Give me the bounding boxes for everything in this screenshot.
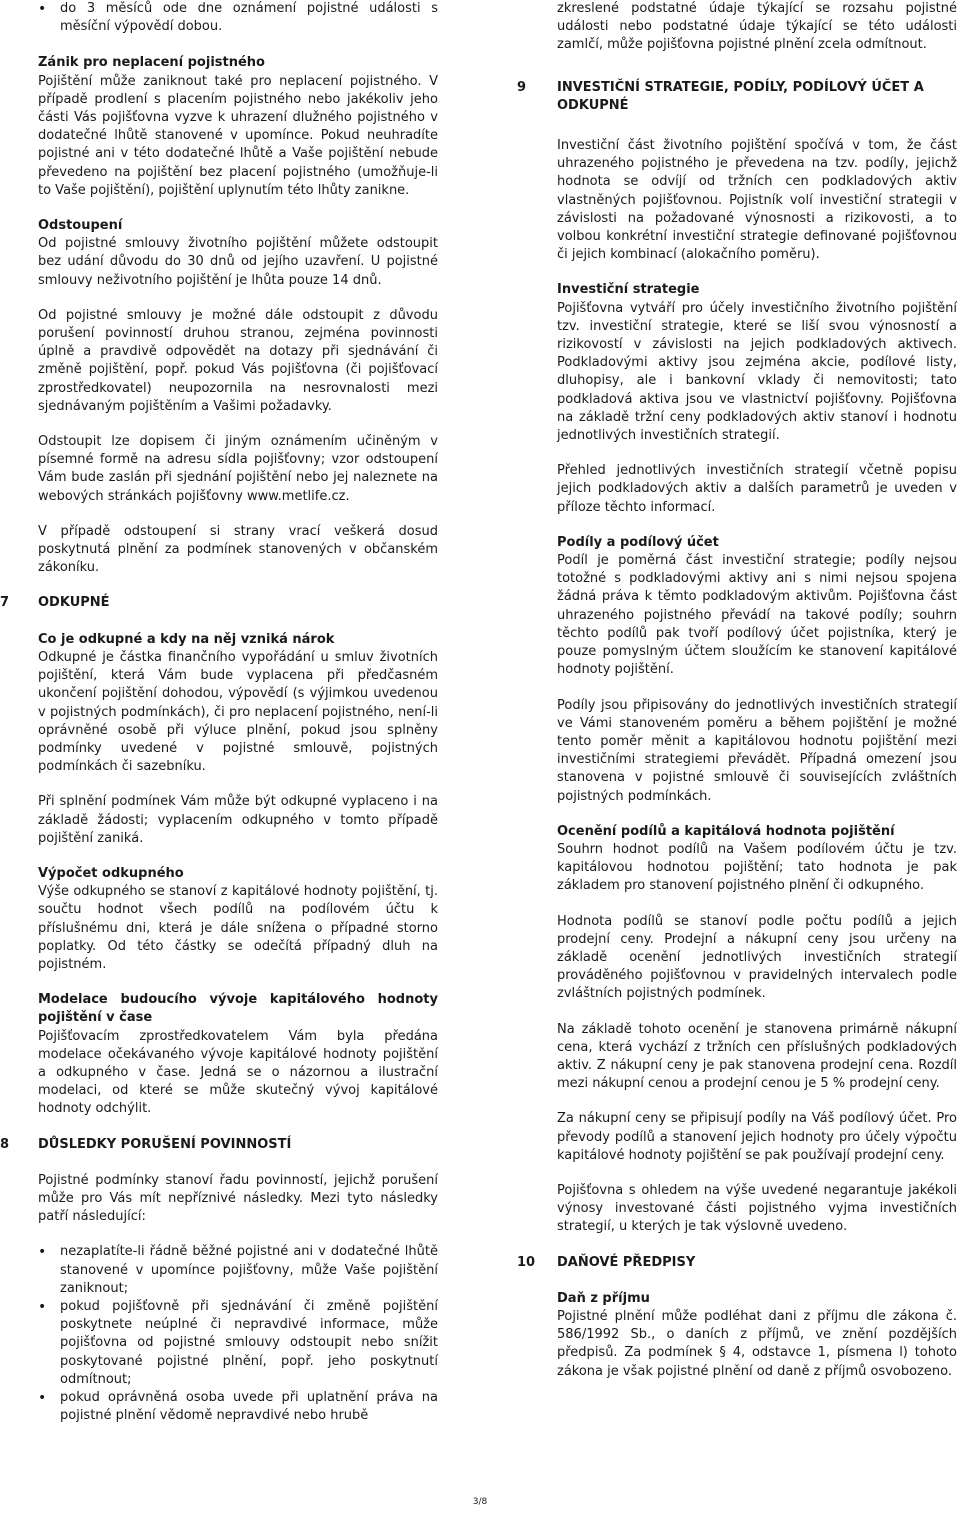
subheading: Modelace budoucího vývoje kapitálového hodnoty pojištění v čase	[38, 992, 438, 1026]
page-number: 3/8	[472, 1497, 488, 1507]
paragraph: Za nákupní ceny se připisují podíly na Váš podílový účet. Pro převody podílů a stanovení jejich hodnoty pro účely výpočtu kapitálové hodnoty pojištění se pak používají prodejní ceny.	[557, 1111, 957, 1163]
section-heading-8	[0, 1136, 438, 1154]
paragraph: Pojišťovna s ohledem na výše uvedené negarantuje jakékoli výnosy investované části pojistného vyjma investičních strategií, u kterých je tak výslovně uvedeno.	[557, 1182, 957, 1235]
section-number: 7	[0, 595, 10, 611]
right-column	[517, 0, 957, 1398]
paragraph-zanik	[38, 54, 438, 200]
section-heading-7	[0, 594, 438, 612]
section-number: 8	[0, 1136, 10, 1152]
subheading: Výpočet odkupného	[38, 865, 184, 881]
paragraph-text: Od pojistné smlouvy životního pojištění můžete odstoupit bez udání důvodu do 30 dnů od jejího uzavření. U pojistné smlouvy neživotního pojištění je lhůta pouze 14 dnů.	[38, 236, 438, 288]
paragraph: Od pojistné smlouvy je možné dále odstoupit z důvodu porušení povinností druhou stranou, zejména povinnosti úplně a pravdivě odpovědět na dotazy při sjednávání či změně pojištění, popř. pokud Vás pojišťovna (či pojišťovací zprostředkovatel) neupozornila na nesrovnalosti mezi sjednávaným pojištěním a Vašimi požadavky.	[38, 307, 438, 414]
paragraph-text: Pojišťovacím zprostředkovatelem Vám byla předána modelace očekávaného vývoje kapitálové hodnoty pojištění a odkupného v čase. Jedná se o názornou a ilustrační modelaci, od které se může skutečný vývoj kapitálové hodnoty odchýlit.	[38, 1028, 438, 1117]
paragraph	[557, 534, 957, 680]
subheading: Daň z příjmu	[557, 1290, 650, 1306]
paragraph: Investiční část životního pojištění spočívá v tom, že část uhrazeného pojistného je převedena na tzv. podíly, jejichž hodnota se odvíjí od tržních cen podkladových aktiv vlastněných pojišťovnou. Pojistník volí investiční strategii v závislosti na požadované výnosnosti a rizikovosti, a to volbou konkrétní investiční strategie definované pojišťovnou či jejich kombinací (alokačního poměru).	[557, 138, 957, 263]
section-heading-10	[517, 1254, 957, 1272]
list-item: • pokud oprávněná osoba uvede při uplatnění práva na pojistné plnění vědomě nepravdivé nebo hrubě	[38, 1389, 438, 1425]
paragraph	[38, 991, 438, 1118]
list-item: • pokud pojišťovně při sjednávání či změně pojištění poskytnete neúplné či nepravdivé informace, může pojišťovna od pojistné smlouvy odstoupit nebo snížit poskytované pojistné plnění, popř. jeho poskytnutí odmítnout;	[38, 1298, 438, 1389]
paragraph	[557, 1290, 957, 1381]
paragraph-text: Odkupné je částka finančního vypořádání u smluv životních pojištění, která Vám bude vyplacena při předčasném ukončení pojištění dohodou, výpovědí (s výjimkou uvedenou v pojistných podmínkách), či pro neplacení pojistného, není-li oprávněné osobě při výluce plnění, pokud jsou splněny podmínky uvedené v pojistné smlouvě, pojistných podmínkách či sazebníku.	[38, 649, 438, 775]
paragraph: zkreslené podstatné údaje týkající se rozsahu pojistné události nebo podstatné údaje týkající se této události zamlčí, může pojišťovna pojistné plnění zcela odmítnout.	[557, 1, 957, 53]
paragraph	[557, 823, 957, 896]
paragraph: Přehled jednotlivých investičních strategií včetně popisu jejich podkladových aktiv a dalších parametrů je uveden v příloze těchto informací.	[557, 463, 957, 515]
bullet-list-consequences	[38, 1243, 438, 1425]
paragraph-text: Podíl je poměrná část investiční strategie; podíly nejsou totožné s podkladovými aktivy ani s nimi nejsou spojena žádná práva k těmto podkladovým aktivům. Pojišťovna část uhrazeného pojistného převádí na takové podíly; souhrn těchto podílů pak tvoří podílový účet pojistníka, který je pouze pomyslným účtem sloužícím ke stanovení kapitálové hodnoty pojištění.	[557, 553, 957, 678]
paragraph: Podíly jsou připisovány do jednotlivých investičních strategií ve Vámi stanoveném poměru a během pojištění je možné tento poměr měnit a kapitálovou hodnotu pojištění mezi investičními strategiemi převádět. Případná omezení jsou stanovena v pojistné smlouvě či souvisejících zvláštních pojistných podmínkách.	[557, 697, 957, 804]
paragraph-text: Výše odkupného se stanoví z kapitálové hodnoty pojištění, tj. součtu hodnot všech podílů na podílovém účtu k příslušnému dni, která je dále snížena o případné storno poplatky. Od této částky se odečítá případný dluh na pojistném.	[38, 884, 438, 972]
list-item: • do 3 měsíců ode dne oznámení pojistné události s měsíční výpovědí dobou.	[38, 0, 438, 36]
subheading: Co je odkupné a kdy na něj vzniká nárok	[38, 631, 335, 647]
subheading-odstoupeni: Odstoupení	[38, 218, 123, 234]
paragraph	[38, 865, 438, 974]
paragraph	[557, 281, 957, 445]
paragraph: Hodnota podílů se stanoví podle počtu podílů a jejich prodejní ceny. Prodejní a nákupní ceny jsou určeny na základě ocenění jednotlivých investičních strategií prováděného pojišťovnou v pravidelných intervalech podle zvláštních pojistných podmínek.	[557, 913, 957, 1002]
left-column	[0, 0, 438, 1442]
subheading: Ocenění podílů a kapitálová hodnota pojištění	[557, 823, 895, 839]
paragraph	[38, 631, 438, 777]
paragraph: Při splnění podmínek Vám může být odkupné vyplaceno i na základě žádosti; vyplacením odkupného v tomto případě pojištění zaniká.	[38, 794, 438, 846]
section-title: INVESTIČNÍ STRATEGIE, PODÍLY, PODÍLOVÝ ÚČET A ODKUPNÉ	[557, 79, 924, 113]
section-number: 9	[517, 79, 527, 95]
paragraph: Na základě tohoto ocenění je stanovena primárně nákupní cena, která vychází z tržních cen příslušných podkladových aktiv. Z nákupní ceny je pak stanovena prodejní cena. Rozdíl mezi nákupní cenou a prodejní cenou je 5 % prodejní ceny.	[557, 1021, 957, 1092]
paragraph-text: Souhrn hodnot podílů na Vašem podílovém účtu je tzv. kapitálovou hodnotou pojištění; tato hodnota je pak základem pro stanovení pojistného plnění či odkupného.	[557, 841, 957, 894]
paragraph: Odstoupit lze dopisem či jiným oznámením učiněným v písemné formě na adresu sídla pojišťovny; vzor odstoupení Vám bude zaslán při sjednání pojištění nebo jej naleznete na webových stránkách pojišťovny www.metlife.cz.	[38, 434, 438, 504]
section-heading-9	[517, 79, 957, 115]
bullet-list-top	[38, 0, 438, 36]
section-number: 10	[517, 1254, 536, 1270]
paragraph-text: Pojistné plnění může podléhat dani z příjmu dle zákona č. 586/1992 Sb., o daních z příjmů, ve znění pozdějších předpisů. Za podmínek § 4, odstavce 1, písmena l) tohoto zákona je však pojistné plnění od daně z příjmů osvobozeno.	[557, 1308, 957, 1379]
subheading: Investiční strategie	[557, 282, 700, 298]
paragraph: V případě odstoupení si strany vrací veškerá dosud poskytnutá plnění za podmínek stanovených v občanském zákoníku.	[38, 523, 438, 576]
paragraph-odstoupeni	[38, 217, 438, 290]
paragraph-text: Pojištění může zaniknout také pro neplacení pojistného. V případě prodlení s placením pojistného nebo jakékoliv jeho části Vás pojišťovna vyzve k uhrazení dlužného pojistného v dodatečné lhůtě stanovené v upomínce. Pokud neuhradíte pojistné ani v této dodatečné lhůtě a Vaše pojištění nebude převedeno na pojištění bez placení pojistného (umožňuje-li to Vaše pojištění), pojištění uplynutím této lhůty zanikne.	[38, 73, 438, 198]
paragraph: Pojistné podmínky stanoví řadu povinností, jejichž porušení může pro Vás mít nepříznivé následky. Mezi tyto následky patří následující:	[38, 1172, 438, 1225]
paragraph-text: Pojišťovna vytváří pro účely investičního životního pojištění tzv. investiční strategie, které se liší svou výnosností a rizikovostí v závislosti na jejich podkladových aktivech. Podkladovými aktivy jsou zejména akcie, podílové listy, dluhopisy, ale i bankovní vklady či nemovitosti; tato podkladová aktiva jsou ve vlastnictví pojišťovny. Pojišťovna na základě tržní ceny podkladových aktiv stanoví i hodnotu jednotlivých investičních strategií.	[557, 300, 957, 444]
subheading-zanik: Zánik pro neplacení pojistného	[38, 55, 265, 71]
subheading: Podíly a podílový účet	[557, 534, 719, 550]
section-title: DAŇOVÉ PŘEDPISY	[557, 1254, 696, 1270]
section-title: DŮSLEDKY PORUŠENÍ POVINNOSTÍ	[38, 1136, 292, 1152]
list-item: • nezaplatíte-li řádně běžné pojistné ani v dodatečné lhůtě stanovené v upomínce pojišťovny, může Vaše pojištění zaniknout;	[38, 1243, 438, 1298]
section-title: ODKUPNÉ	[38, 595, 110, 611]
